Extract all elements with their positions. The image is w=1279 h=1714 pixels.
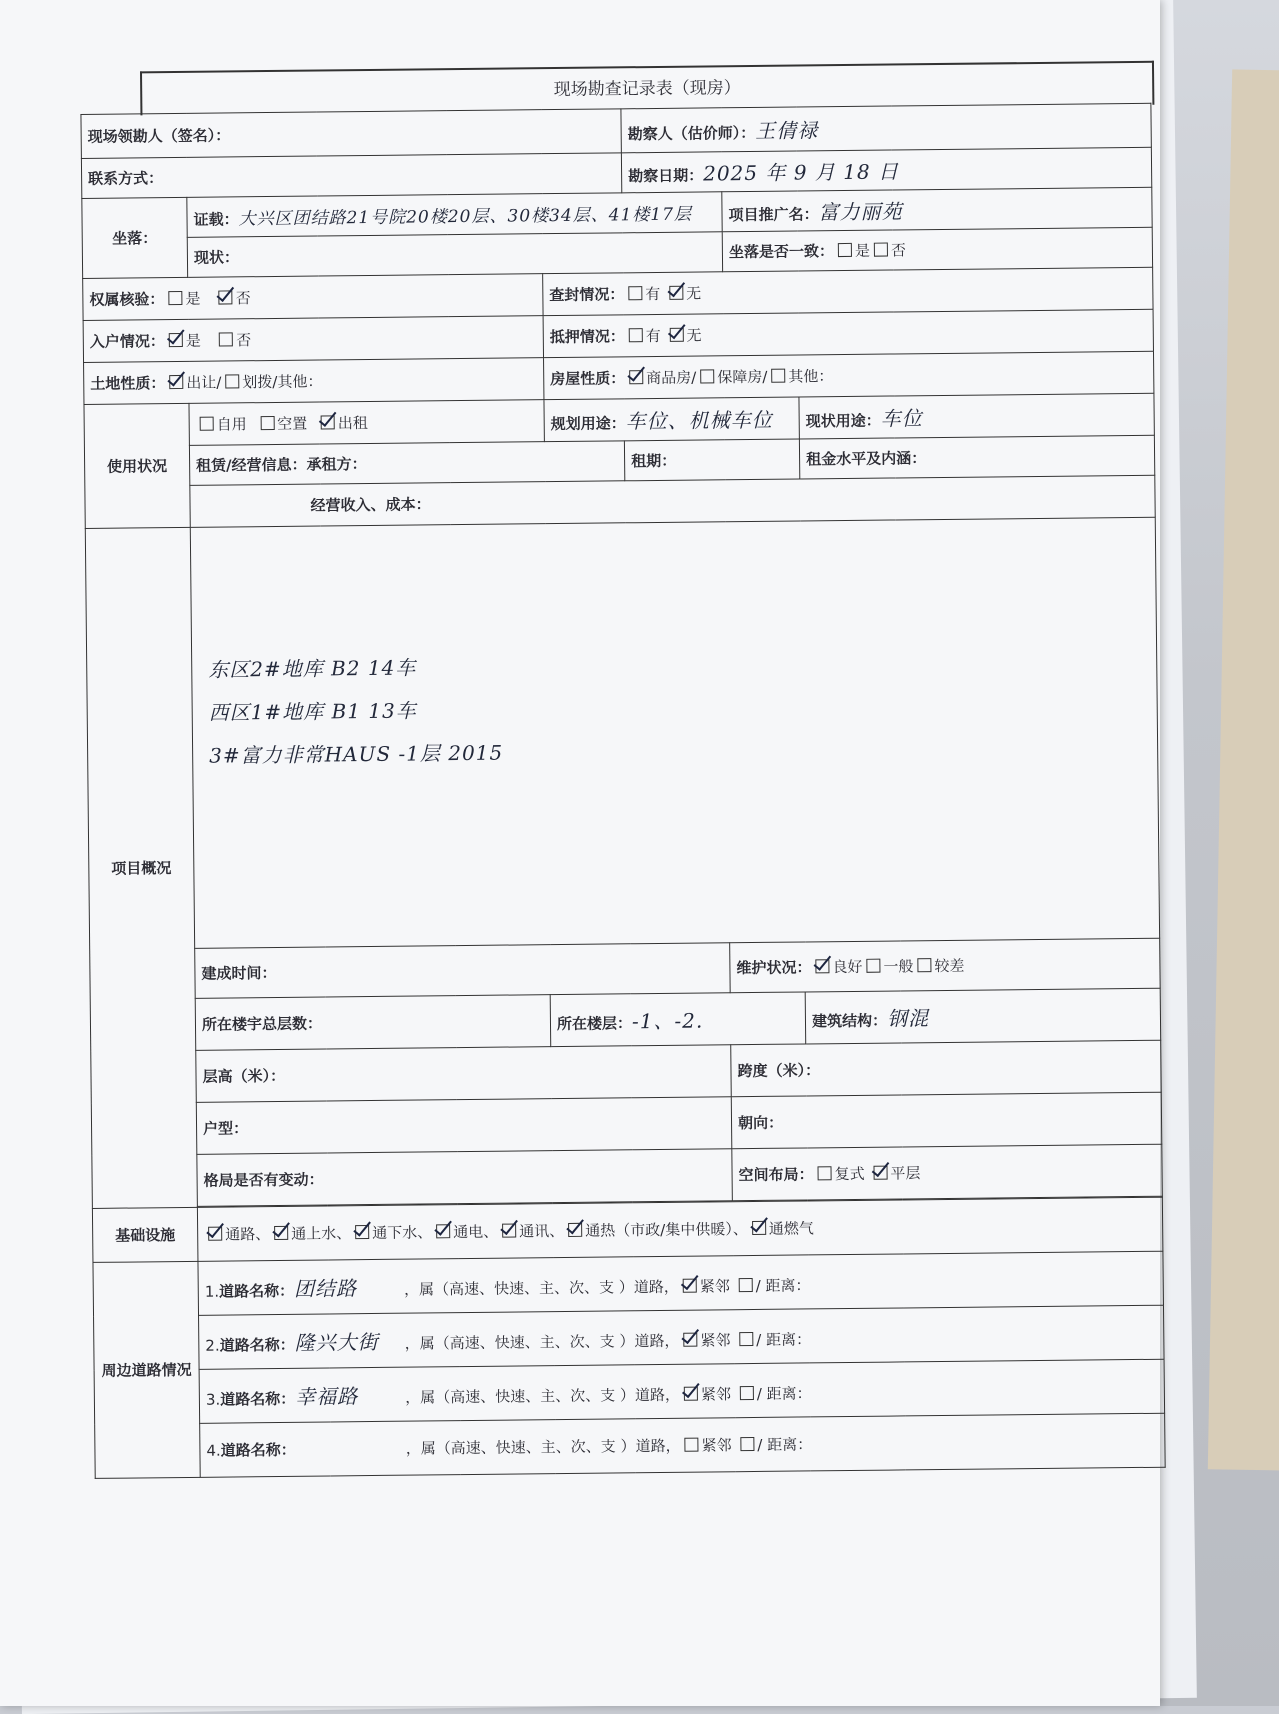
note-line-3: 3#富力非常HAUS -1层 2015 bbox=[209, 740, 504, 768]
form-table bbox=[80, 103, 1165, 1479]
use-vacant-label: 空置 bbox=[277, 414, 308, 433]
land-transfer-label: 出让/ bbox=[186, 373, 222, 392]
span-cell bbox=[731, 1040, 1162, 1097]
location-match-label: 坐落是否一致： bbox=[728, 242, 835, 262]
road-4-type: ，属（高速、快速、主、次、支 ）道路， bbox=[405, 1436, 681, 1458]
use-self-checkbox[interactable] bbox=[200, 417, 214, 431]
location-label: 坐落： bbox=[82, 197, 188, 278]
road-3-name: 幸福路 bbox=[295, 1384, 359, 1409]
note-line-1: 东区2#地库 B2 14车 bbox=[208, 655, 417, 682]
seizure-cell bbox=[543, 267, 1153, 315]
space-duplex-label: 复式 bbox=[834, 1164, 865, 1184]
infra-power-checkbox[interactable] bbox=[436, 1224, 450, 1238]
entry-yes-label: 是 bbox=[185, 331, 201, 350]
survey-form bbox=[80, 61, 1175, 1492]
maint-good-label: 良好 bbox=[832, 957, 863, 977]
road-3-type: ，属（高速、快速、主、次、支 ）道路， bbox=[405, 1385, 681, 1407]
road-row-1 bbox=[198, 1251, 1164, 1315]
land-transfer-checkbox[interactable] bbox=[169, 375, 183, 389]
entry-no-checkbox[interactable] bbox=[219, 332, 233, 346]
actual-use-cell bbox=[799, 393, 1154, 439]
space-flat-label: 平层 bbox=[890, 1164, 921, 1183]
rent-level-cell bbox=[799, 435, 1154, 479]
space-flat-checkbox[interactable] bbox=[873, 1166, 887, 1180]
road-2-type: ，属（高速、快速、主、次、支 ）道路， bbox=[404, 1331, 680, 1353]
road-3-num: 3. bbox=[205, 1390, 221, 1409]
land-cell bbox=[84, 358, 544, 405]
entry-yes-checkbox[interactable] bbox=[169, 333, 183, 347]
surveyor-label: 勘察人（估价师）： bbox=[627, 123, 756, 144]
height-label: 层高（米）： bbox=[202, 1066, 286, 1086]
structure-cell bbox=[805, 988, 1161, 1044]
income-label: 经营收入、成本： bbox=[310, 495, 431, 515]
layout-change-cell bbox=[197, 1149, 733, 1207]
layout-change-label: 格局是否有变动： bbox=[203, 1170, 324, 1190]
orientation-label: 朝向： bbox=[737, 1113, 784, 1133]
height-cell bbox=[196, 1045, 732, 1103]
infra-water-in-checkbox[interactable] bbox=[274, 1226, 288, 1240]
road-4-adjacent-label: 紧邻 bbox=[701, 1436, 732, 1455]
infra-road-label: 通路、 bbox=[225, 1225, 271, 1244]
road-2-distance-label: / 距离： bbox=[756, 1330, 812, 1349]
road-1-num: 1. bbox=[204, 1282, 220, 1301]
entry-no-label: 否 bbox=[236, 331, 252, 350]
infra-heat-label: 通热（市政/集中供暖）、 bbox=[585, 1220, 748, 1240]
road-2-adjacent-label: 紧邻 bbox=[700, 1331, 731, 1350]
project-name-label: 项目推广名： bbox=[728, 205, 819, 225]
floor-value: -1、-2. bbox=[631, 1008, 704, 1034]
road-3-distance-checkbox[interactable] bbox=[740, 1386, 754, 1400]
use-rent-checkbox[interactable] bbox=[321, 415, 335, 429]
match-yes-label: 是 bbox=[854, 241, 871, 260]
surveyor-signature: 王倩禄 bbox=[755, 118, 819, 143]
road-3-adjacent-checkbox[interactable] bbox=[684, 1387, 698, 1401]
overview-label: 项目概况 bbox=[85, 527, 197, 1208]
ownership-cell bbox=[83, 274, 543, 321]
infra-water-out-checkbox[interactable] bbox=[355, 1225, 369, 1239]
infra-water-in-label: 通上水、 bbox=[291, 1224, 352, 1243]
road-2-adjacent-checkbox[interactable] bbox=[683, 1333, 697, 1347]
rent-level-label: 租金水平及内涵： bbox=[806, 449, 927, 469]
road-3-label: 道路名称： bbox=[220, 1389, 296, 1409]
seizure-have-label: 有 bbox=[645, 284, 661, 304]
mortgage-have-checkbox[interactable] bbox=[629, 328, 643, 342]
road-row-2 bbox=[199, 1305, 1165, 1369]
maintenance-cell bbox=[730, 938, 1161, 993]
ownership-no-label: 否 bbox=[235, 289, 251, 308]
site-guide-cell bbox=[81, 109, 621, 159]
land-other-label: /其他： bbox=[272, 372, 323, 392]
lease-label: 租赁/经营信息：承租方： bbox=[196, 455, 367, 475]
match-no-checkbox[interactable] bbox=[874, 243, 888, 257]
floor-cell bbox=[550, 992, 806, 1047]
built-label: 建成时间： bbox=[201, 963, 277, 983]
contact-cell bbox=[81, 153, 621, 199]
structure-label: 建筑结构： bbox=[811, 1011, 888, 1031]
road-4-distance-checkbox[interactable] bbox=[740, 1437, 754, 1451]
infra-power-label: 通电、 bbox=[453, 1222, 499, 1242]
infra-heat-checkbox[interactable] bbox=[568, 1223, 582, 1237]
road-row-3 bbox=[199, 1359, 1165, 1423]
roads-label: 周边道路情况 bbox=[93, 1261, 200, 1478]
certificate-cell bbox=[187, 192, 722, 238]
space-duplex-checkbox[interactable] bbox=[818, 1166, 832, 1180]
infra-label: 基础设施 bbox=[92, 1207, 198, 1262]
road-2-num: 2. bbox=[205, 1336, 220, 1355]
road-4-num: 4. bbox=[206, 1441, 221, 1460]
match-no-label: 否 bbox=[890, 241, 907, 260]
road-4-label: 道路名称： bbox=[220, 1440, 296, 1460]
actual-use-value: 车位 bbox=[880, 406, 923, 431]
floor-label: 所在楼层： bbox=[556, 1014, 633, 1034]
road-row-4 bbox=[200, 1413, 1166, 1477]
certificate-label: 证载： bbox=[193, 210, 239, 229]
usage-label: 使用状况 bbox=[84, 403, 190, 528]
seizure-none-checkbox[interactable] bbox=[669, 286, 683, 300]
overview-notes bbox=[190, 517, 1159, 948]
land-allocate-checkbox[interactable] bbox=[225, 374, 239, 388]
form-title: 现场勘查记录表（现房） bbox=[140, 61, 1154, 116]
entry-label: 入户情况： bbox=[89, 332, 165, 351]
mortgage-cell bbox=[543, 309, 1153, 357]
ownership-yes-checkbox[interactable] bbox=[168, 291, 182, 305]
road-4-distance-label: / 距离： bbox=[757, 1435, 813, 1454]
road-3-adjacent-label: 紧邻 bbox=[700, 1385, 732, 1404]
house-affordable-checkbox[interactable] bbox=[700, 369, 714, 383]
project-name-value: 富力丽苑 bbox=[818, 199, 903, 225]
actual-use-label: 现状用途： bbox=[805, 411, 881, 431]
planned-use-cell bbox=[544, 397, 799, 442]
entry-cell bbox=[83, 316, 543, 363]
road-1-name: 团结路 bbox=[293, 1276, 358, 1301]
survey-date-cell bbox=[621, 147, 1151, 193]
mortgage-label: 抵押情况： bbox=[549, 327, 625, 347]
seizure-label: 查封情况： bbox=[549, 285, 625, 305]
lease-term-cell bbox=[624, 439, 799, 481]
note-line-2: 西区1#地库 B1 13车 bbox=[208, 698, 417, 725]
space-label: 空间布局： bbox=[738, 1165, 814, 1185]
house-other-checkbox[interactable] bbox=[771, 369, 785, 383]
road-1-distance-label: / 距离： bbox=[755, 1276, 811, 1295]
road-1-label: 道路名称： bbox=[218, 1281, 295, 1301]
road-2-name: 隆兴大街 bbox=[294, 1329, 379, 1355]
infra-road-checkbox[interactable] bbox=[208, 1227, 222, 1241]
current-label: 现状： bbox=[193, 248, 240, 267]
maint-poor-label: 较差 bbox=[934, 956, 965, 976]
infra-gas-checkbox[interactable] bbox=[752, 1221, 766, 1235]
house-affordable-label: 保障房/ bbox=[717, 367, 768, 387]
land-label: 土地性质： bbox=[90, 374, 166, 393]
ownership-label: 权属核验： bbox=[89, 290, 165, 309]
project-name-cell bbox=[722, 187, 1152, 232]
maintenance-label: 维护状况： bbox=[736, 958, 812, 978]
location-match-cell bbox=[722, 227, 1152, 272]
house-cell bbox=[544, 351, 1154, 399]
mortgage-none-checkbox[interactable] bbox=[670, 328, 684, 342]
lease-cell bbox=[189, 441, 624, 486]
planned-use-label: 规划用途： bbox=[550, 414, 626, 434]
house-commercial-checkbox[interactable] bbox=[629, 370, 643, 384]
maint-avg-label: 一般 bbox=[883, 957, 914, 976]
certificate-value: 大兴区团结路21号院20楼20层、30楼34层、41楼17层 bbox=[238, 204, 693, 230]
mortgage-none-label: 无 bbox=[686, 326, 702, 345]
usage-options-cell bbox=[189, 400, 544, 446]
infra-gas-label: 通燃气 bbox=[768, 1219, 814, 1238]
house-other-label: 其他： bbox=[788, 367, 834, 386]
road-3-distance-label: / 距离： bbox=[756, 1384, 812, 1403]
road-1-type: ，属（高速、快速、主、次、支 ）道路， bbox=[404, 1277, 679, 1299]
mortgage-have-label: 有 bbox=[645, 326, 661, 346]
infra-water-out-label: 通下水、 bbox=[372, 1223, 433, 1243]
site-guide-label: 现场领勘人（签名）： bbox=[87, 126, 231, 146]
maint-good-checkbox[interactable] bbox=[815, 959, 829, 973]
land-allocate-label: 划拨 bbox=[242, 373, 273, 392]
surveyor-cell bbox=[621, 103, 1151, 153]
lease-term-label: 租期： bbox=[631, 451, 677, 471]
infra-telecom-checkbox[interactable] bbox=[502, 1223, 516, 1237]
layout-cell bbox=[196, 1097, 732, 1155]
survey-date-value: 2025 年 9 月 18 日 bbox=[703, 159, 900, 186]
current-cell bbox=[187, 232, 722, 278]
planned-use-value: 车位、机械车位 bbox=[625, 407, 773, 434]
total-floors-label: 所在楼宇总层数： bbox=[201, 1014, 323, 1034]
road-1-adjacent-label: 紧邻 bbox=[699, 1277, 730, 1296]
infra-telecom-label: 通讯、 bbox=[519, 1221, 565, 1241]
structure-value: 钢混 bbox=[886, 1006, 930, 1031]
road-4-adjacent-checkbox[interactable] bbox=[684, 1438, 698, 1452]
use-self-label: 自用 bbox=[216, 415, 247, 434]
ownership-no-checkbox[interactable] bbox=[219, 290, 233, 304]
orientation-cell bbox=[731, 1092, 1162, 1149]
infra-cell bbox=[197, 1197, 1163, 1261]
house-commercial-label: 商品房/ bbox=[646, 368, 697, 388]
road-1-distance-checkbox[interactable] bbox=[739, 1278, 753, 1292]
contact-label: 联系方式： bbox=[88, 169, 164, 188]
house-label: 房屋性质： bbox=[550, 369, 626, 389]
match-yes-checkbox[interactable] bbox=[838, 243, 852, 257]
road-1-adjacent-checkbox[interactable] bbox=[683, 1279, 697, 1293]
built-cell bbox=[195, 943, 731, 999]
total-floors-cell bbox=[195, 995, 551, 1051]
road-2-label: 道路名称： bbox=[219, 1335, 295, 1355]
road-4-name bbox=[296, 1454, 406, 1455]
ownership-yes-label: 是 bbox=[185, 289, 201, 308]
survey-date-label: 勘察日期： bbox=[628, 166, 704, 186]
use-vacant-checkbox[interactable] bbox=[260, 416, 274, 430]
seizure-have-checkbox[interactable] bbox=[628, 286, 642, 300]
seizure-none-label: 无 bbox=[686, 284, 702, 303]
span-label: 跨度（米）： bbox=[737, 1061, 821, 1081]
space-cell bbox=[732, 1144, 1163, 1201]
maint-poor-checkbox[interactable] bbox=[917, 958, 931, 972]
use-rent-label: 出租 bbox=[337, 414, 368, 433]
layout-label: 户型： bbox=[202, 1119, 249, 1138]
maint-avg-checkbox[interactable] bbox=[866, 959, 880, 973]
road-2-distance-checkbox[interactable] bbox=[739, 1332, 753, 1346]
